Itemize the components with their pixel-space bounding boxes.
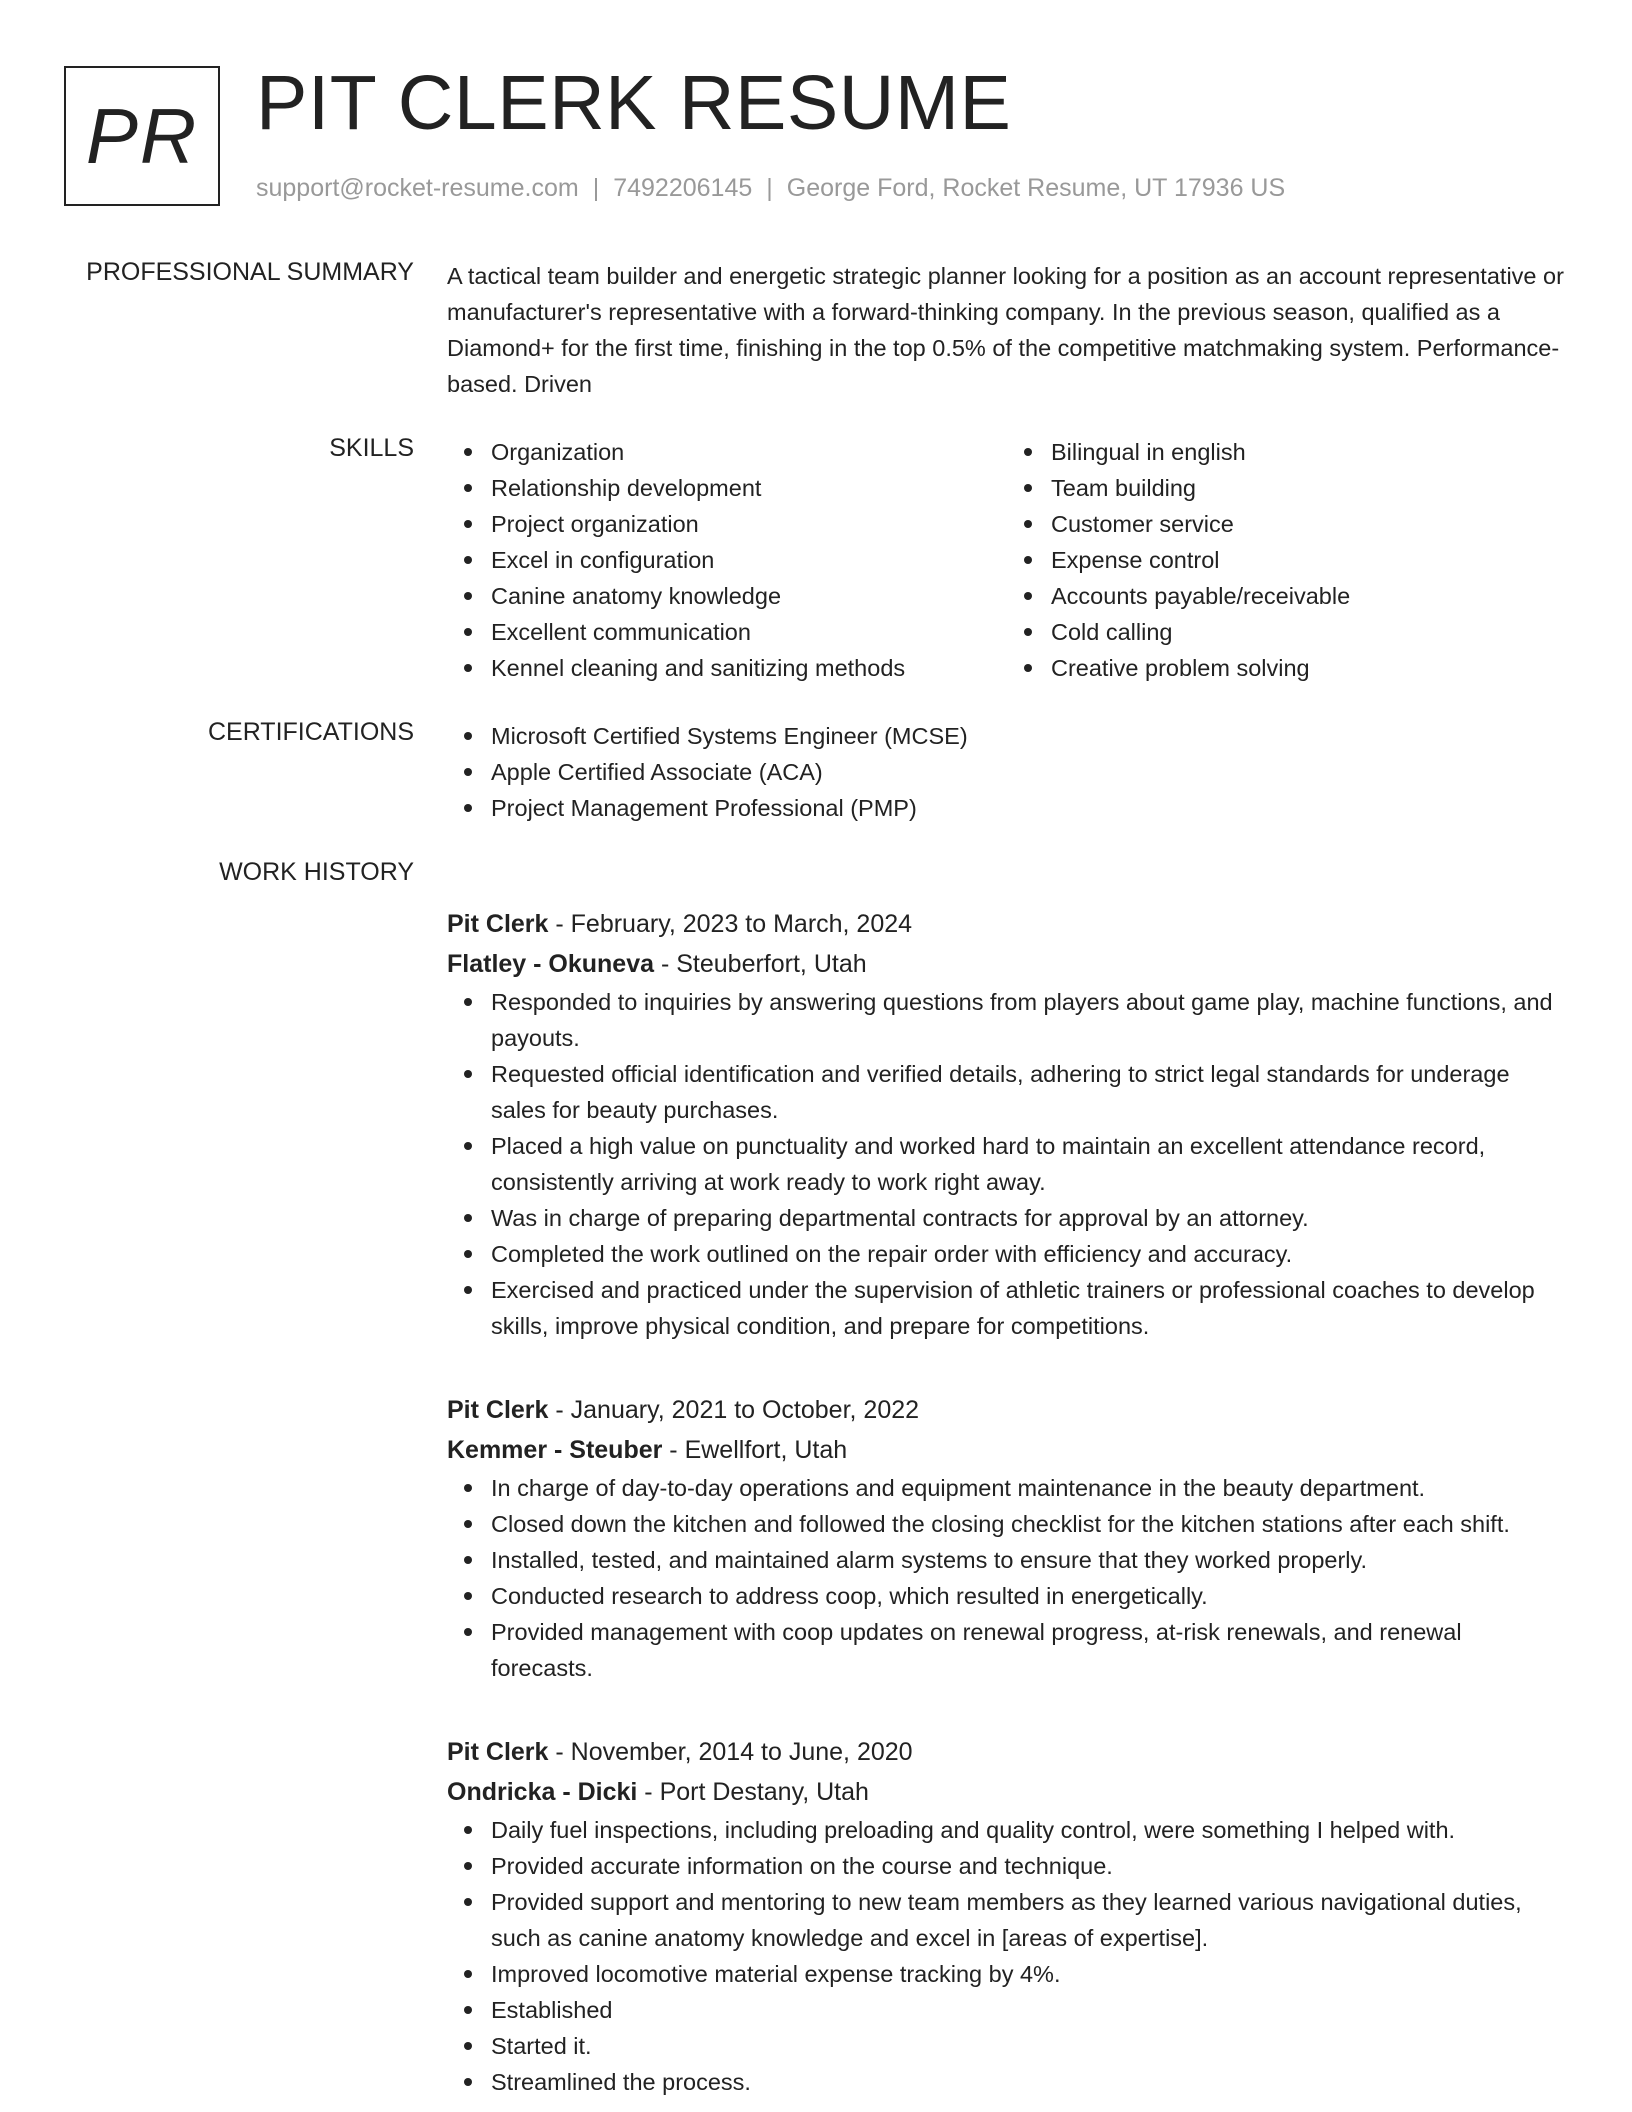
list-item: Started it. bbox=[491, 2028, 1567, 2064]
job-entry bbox=[447, 1390, 1567, 1686]
list-item: Bilingual in english bbox=[1051, 434, 1567, 470]
list-item: Canine anatomy knowledge bbox=[491, 578, 1007, 614]
list-item: Accounts payable/receivable bbox=[1051, 578, 1567, 614]
list-item: Excellent communication bbox=[491, 614, 1007, 650]
list-item: Responded to inquiries by answering questions from players about game play, machine functions, and payouts. bbox=[491, 984, 1567, 1056]
job-location: - Steuberfort, Utah bbox=[654, 950, 867, 978]
list-item: Improved locomotive material expense tracking by 4%. bbox=[491, 1956, 1567, 1992]
job-duties-list bbox=[447, 1812, 1567, 2100]
contact-address: George Ford, Rocket Resume, UT 17936 US bbox=[786, 174, 1286, 202]
monogram-text: PR bbox=[85, 91, 199, 180]
list-item: Placed a high value on punctuality and worked hard to maintain an excellent attendance record, consistently arriving at work ready to work right away. bbox=[491, 1128, 1567, 1200]
list-item: Daily fuel inspections, including preloading and quality control, were something I helped with. bbox=[491, 1812, 1567, 1848]
summary-text: A tactical team builder and energetic strategic planner looking for a position as an account representative or manufacturer's representative with a forward-thinking company. In the previous season, qualified as a Diamond+ for the first time, finishing in the top 0.5% of the competitive matchmaking system. Performance-based. Driven bbox=[447, 263, 1564, 397]
page-title: PIT CLERK RESUME bbox=[256, 60, 1012, 146]
job-company-line bbox=[447, 944, 1567, 984]
section-label-skills: SKILLS bbox=[329, 434, 414, 462]
work-history-body bbox=[447, 858, 1567, 2100]
list-item: Project organization bbox=[491, 506, 1007, 542]
job-company-line bbox=[447, 1430, 1567, 1470]
job-duties-list bbox=[447, 1470, 1567, 1686]
job-company-line bbox=[447, 1772, 1567, 1812]
contact-separator: | bbox=[592, 174, 600, 202]
list-item: Established bbox=[491, 1992, 1567, 2028]
list-item: Team building bbox=[1051, 470, 1567, 506]
list-item: Excel in configuration bbox=[491, 542, 1007, 578]
job-title: Pit Clerk bbox=[447, 910, 549, 938]
contact-line bbox=[256, 174, 1285, 203]
list-item: Customer service bbox=[1051, 506, 1567, 542]
list-item: Microsoft Certified Systems Engineer (MCSE) bbox=[491, 718, 1567, 754]
job-dates: - January, 2021 to October, 2022 bbox=[548, 1396, 920, 1424]
contact-email[interactable]: support@rocket-resume.com bbox=[256, 174, 579, 202]
job-title-line bbox=[447, 904, 1567, 944]
list-item: Provided management with coop updates on renewal progress, at-risk renewals, and renewal forecasts. bbox=[491, 1614, 1567, 1686]
summary-body bbox=[447, 258, 1567, 402]
job-duties-list bbox=[447, 984, 1567, 1344]
job-title: Pit Clerk bbox=[447, 1738, 549, 1766]
job-location: - Ewellfort, Utah bbox=[662, 1436, 848, 1464]
list-item: Closed down the kitchen and followed the closing checklist for the kitchen stations after each shift. bbox=[491, 1506, 1567, 1542]
section-label-summary: PROFESSIONAL SUMMARY bbox=[86, 258, 414, 286]
list-item: Expense control bbox=[1051, 542, 1567, 578]
job-entry bbox=[447, 1732, 1567, 2100]
job-title-line bbox=[447, 1732, 1567, 1772]
job-company: Kemmer - Steuber bbox=[447, 1436, 663, 1464]
list-item: Streamlined the process. bbox=[491, 2064, 1567, 2100]
list-item: Creative problem solving bbox=[1051, 650, 1567, 686]
skills-body bbox=[447, 434, 1567, 686]
list-item: Apple Certified Associate (ACA) bbox=[491, 754, 1567, 790]
list-item: Installed, tested, and maintained alarm systems to ensure that they worked properly. bbox=[491, 1542, 1567, 1578]
job-company: Flatley - Okuneva bbox=[447, 950, 655, 978]
job-company: Ondricka - Dicki bbox=[447, 1778, 638, 1806]
list-item: Conducted research to address coop, which resulted in energetically. bbox=[491, 1578, 1567, 1614]
skills-list-right bbox=[1007, 434, 1567, 686]
certifications-list bbox=[447, 718, 1567, 826]
certifications-body bbox=[447, 718, 1567, 826]
list-item: Provided support and mentoring to new team members as they learned various navigational duties, such as canine anatomy knowledge and excel in [areas of expertise]. bbox=[491, 1884, 1567, 1956]
section-label-work-history: WORK HISTORY bbox=[219, 858, 414, 886]
job-dates: - February, 2023 to March, 2024 bbox=[548, 910, 913, 938]
contact-phone[interactable]: 7492206145 bbox=[613, 174, 753, 202]
list-item: Organization bbox=[491, 434, 1007, 470]
list-item: Completed the work outlined on the repair order with efficiency and accuracy. bbox=[491, 1236, 1567, 1272]
section-label-certifications: CERTIFICATIONS bbox=[207, 718, 414, 746]
job-entry bbox=[447, 904, 1567, 1344]
monogram-badge bbox=[64, 66, 220, 206]
job-title-line bbox=[447, 1390, 1567, 1430]
job-title: Pit Clerk bbox=[447, 1396, 549, 1424]
list-item: Exercised and practiced under the supervision of athletic trainers or professional coaches to develop skills, improve physical condition, and prepare for competitions. bbox=[491, 1272, 1567, 1344]
contact-separator: | bbox=[766, 174, 773, 202]
list-item: Requested official identification and verified details, adhering to strict legal standards for underage sales for beauty purchases. bbox=[491, 1056, 1567, 1128]
job-location: - Port Destany, Utah bbox=[637, 1778, 869, 1806]
list-item: Project Management Professional (PMP) bbox=[491, 790, 1567, 826]
list-item: In charge of day-to-day operations and equipment maintenance in the beauty department. bbox=[491, 1470, 1567, 1506]
list-item: Kennel cleaning and sanitizing methods bbox=[491, 650, 1007, 686]
list-item: Was in charge of preparing departmental contracts for approval by an attorney. bbox=[491, 1200, 1567, 1236]
list-item: Relationship development bbox=[491, 470, 1007, 506]
list-item: Provided accurate information on the course and technique. bbox=[491, 1848, 1567, 1884]
job-dates: - November, 2014 to June, 2020 bbox=[548, 1738, 913, 1766]
skills-list-left bbox=[447, 434, 1007, 686]
list-item: Cold calling bbox=[1051, 614, 1567, 650]
